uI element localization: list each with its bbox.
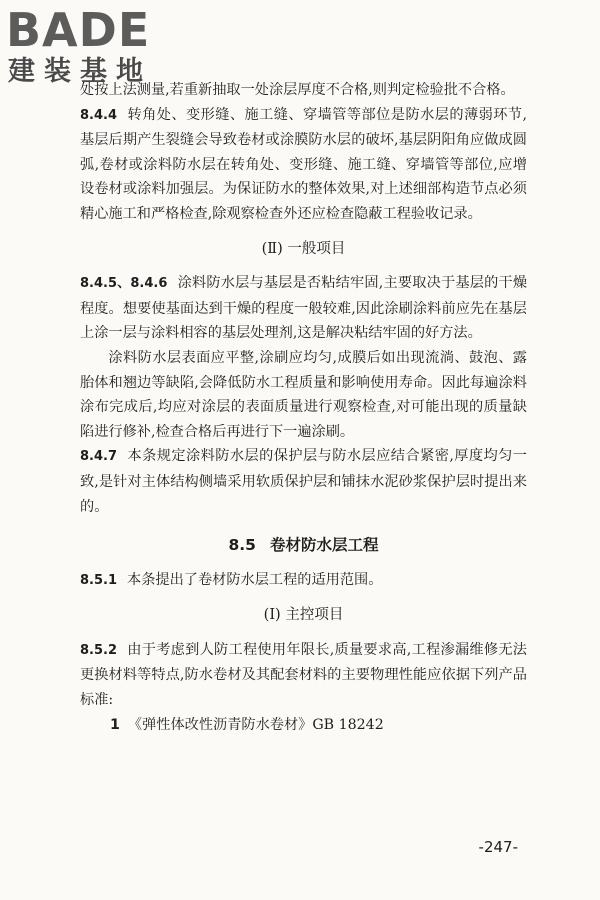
- clause-text: 涂料防水层与基层是否粘结牢固,主要取决于基层的干燥程度。想要使基面达到干燥的程度一般较难,因此涂刷涂料前应先在基层上涂一层与涂料相容的基层处理剂,这是解决粘结牢固的好方法。: [80, 275, 528, 342]
- section-heading: [80, 533, 527, 558]
- clause-number: 8.4.7: [80, 449, 118, 465]
- clause: [80, 271, 527, 346]
- watermark-word: BADE: [6, 3, 151, 57]
- clause-number: 8.4.5、8.4.6: [80, 276, 168, 292]
- list-text: 《弹性体改性沥青防水卷材》GB 18242: [127, 716, 384, 733]
- section-number: 8.5: [228, 536, 256, 555]
- clause-text: 转角处、变形缝、施工缝、穿墙管等部位是防水层的薄弱环节,基层后期产生裂缝会导致卷材或涂膜防水层的破坏,基层阴阳角应做成圆弧,卷材或涂料防水层在转角处、变形缝、施工缝、穿墙管等部位,应增设卷材或涂料加强层。为保证防水的整体效果,对上述细部构造节点必须精心施工和严格检查,除观察检查外还应检查隐蔽工程验收记录。: [80, 106, 527, 222]
- section-title: 卷材防水层工程: [269, 536, 379, 555]
- clause: [80, 568, 527, 594]
- clause: [80, 444, 527, 519]
- paragraph: 涂料防水层表面应平整,涂刷应均匀,成膜后如出现流淌、鼓泡、露胎体和翘边等缺陷,会降低防水工程质量和影响使用寿命。因此每遍涂料涂布完成后,均应对涂层的表面质量进行观察检查,对可能出现的质量缺陷进行修补,检查合格后再进行下一遍涂刷。: [80, 349, 527, 440]
- clause-text: 本条提出了卷材防水层工程的适用范围。: [127, 571, 383, 588]
- list-number: 1: [110, 716, 120, 733]
- watermark-subtitle: 建装基地: [8, 56, 152, 87]
- clause-number: 8.5.1: [80, 572, 118, 588]
- clause-number: 8.4.4: [80, 107, 118, 123]
- clause-number: 8.5.2: [80, 642, 118, 658]
- clause-text: 由于考虑到人防工程使用年限长,质量要求高,工程渗漏维修无法更换材料等特点,防水卷材及其配套材料的主要物理性能应依据下列产品标准:: [80, 641, 527, 709]
- subsection-heading: (Ⅱ) 一般项目: [261, 240, 346, 257]
- clause-text: 本条规定涂料防水层的保护层与防水层应结合紧密,厚度均匀一致,是针对主体结构侧墙采用软质保护层和铺抹水泥砂浆保护层时提出来的。: [80, 448, 527, 515]
- paragraph: 处按上法测量,若重新抽取一处涂层厚度不合格,则判定检验批不合格。: [80, 82, 515, 98]
- list-item: [80, 713, 527, 738]
- clause: [80, 638, 527, 713]
- subsection-heading: (Ⅰ) 主控项目: [263, 607, 344, 624]
- page-number: -247-: [478, 838, 518, 856]
- body-text: [80, 78, 527, 737]
- clause: [80, 103, 527, 227]
